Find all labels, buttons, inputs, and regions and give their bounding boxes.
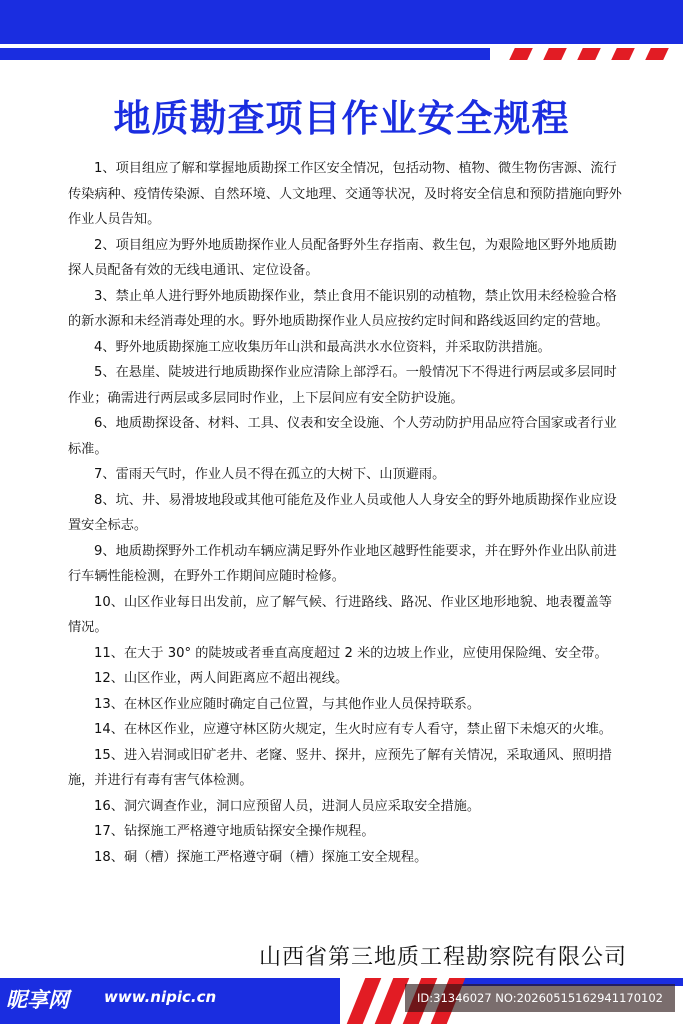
top-red-dash [543,48,567,60]
rule-item: 13、在林区作业应随时确定自己位置，与其他作业人员保持联系。 [94,696,481,712]
rule-item: 7、雷雨天气时，作业人员不得在孤立的大树下、山顶避雨。 [94,467,446,482]
rule-item: 10、山区作业每日出发前，应了解气候、行进路线、路况、作业区地形地貌、地表覆盖等情况。 [68,594,612,635]
rule-item: 15、进入岩洞或旧矿老井、老窿、竖井、探井，应预先了解有关情况，采取通风、照明措施，并进行有毒有害气体检测。 [68,747,612,788]
rule-item: 9、地质勘探野外工作机动车辆应满足野外作业地区越野性能要求，并在野外作业出队前进行车辆性能检测，在野外工作期间应随时检修。 [68,543,617,584]
top-stripe-line [0,48,490,60]
rule-item: 17、钻探施工严格遵守地质钻探安全操作规程。 [94,824,375,839]
document-title: 地质勘查项目作业安全规程 [113,96,570,140]
rule-item: 1、项目组应了解和掌握地质勘探工作区安全情况，包括动物、植物、微生物伤害源、流行传染病种、疫情传染源、自然环境、人文地理、交通等状况，及时将安全信息和预防措施向野外作业人员告知。 [68,161,622,227]
rule-item: 12、山区作业，两人间距离应不超出视线。 [94,671,349,686]
image-id-label: ID:31346027 NO:20260515162941170102 [405,984,675,1012]
rule-item: 18、硐（槽）探施工严格遵守硐（槽）探施工安全规程。 [94,849,428,865]
rules-list [68,156,623,870]
rule-item: 4、野外地质勘探施工应收集历年山洪和最高洪水水位资料，并采取防洪措施。 [94,339,551,355]
watermark-logo: 昵享网 [6,988,69,1012]
rule-item: 2、项目组应为野外地质勘探作业人员配备野外生存指南、救生包，为艰险地区野外地质勘探人员配备有效的无线电通讯、定位设备。 [68,237,617,278]
top-stripe [0,48,683,60]
rule-item: 5、在悬崖、陡坡进行地质勘探作业应清除上部浮石。一般情况下不得进行两层或多层同时作业；确需进行两层或多层同时作业，上下层间应有安全防护设施。 [68,365,617,406]
top-red-dash [611,48,635,60]
top-red-dash [509,48,533,60]
rule-item: 16、洞穴调查作业，洞口应预留人员，进洞人员应采取安全措施。 [94,798,481,814]
rule-item: 3、禁止单人进行野外地质勘探作业，禁止食用不能识别的动植物，禁止饮用未经检验合格的新水源和未经消毒处理的水。野外地质勘探作业人员应按约定时间和路线返回约定的营地。 [68,288,617,329]
top-red-dash [577,48,601,60]
top-banner-bar [0,0,683,44]
rule-item: 11、在大于 30° 的陡坡或者垂直高度超过 2 米的边坡上作业，应使用保险绳、安全带。 [94,645,608,661]
rule-item: 6、地质勘探设备、材料、工具、仪表和安全设施、个人劳动防护用品应符合国家或者行业标准。 [68,416,617,457]
company-name: 山西省第三地质工程勘察院有限公司 [258,945,627,970]
watermark-site-link[interactable]: www.nipic.cn [104,988,217,1006]
top-red-dash [645,48,669,60]
rule-item: 14、在林区作业，应遵守林区防火规定，生火时应有专人看守，禁止留下未熄灭的火堆。 [94,722,612,737]
rule-item: 8、坑、井、易滑坡地段或其他可能危及作业人员或他人人身安全的野外地质勘探作业应设置安全标志。 [68,492,617,533]
